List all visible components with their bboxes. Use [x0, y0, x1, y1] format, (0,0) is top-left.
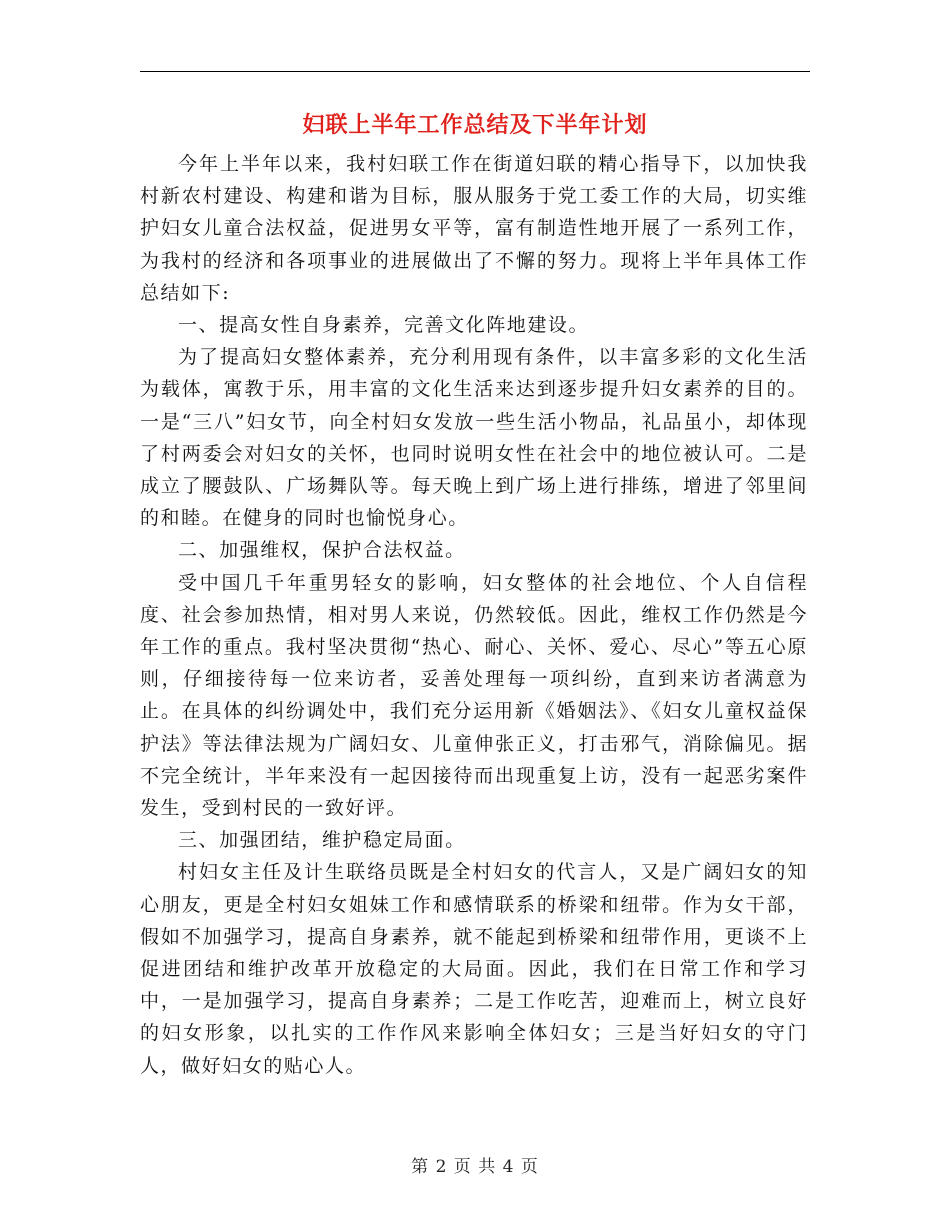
- section-heading-1: 一、提高女性自身素养，完善文化阵地建设。: [178, 314, 590, 337]
- section-3-paragraph: 村妇女主任及计生联络员既是全村妇女的代言人，又是广阔妇女的知心朋友，更是全村妇女姐妹工作和感情联系的桥梁和纽带。作为女干部，假如不加强学习，提高自身素养，就不能起到桥梁和纽带作用，更谈不上促进团结和维护改革开放稳定的大局面。因此，我们在日常工作和学习中，一是加强学习，提高自身素养；二是工作吃苦，迎难而上，树立良好的妇女形象，以扎实的工作作风来影响全体妇女；三是当好妇女的守门人，做好妇女的贴心人。: [140, 861, 808, 1077]
- section-2-paragraph: 受中国几千年重男轻女的影响，妇女整体的社会地位、个人自信程度、社会参加热情，相对男人来说，仍然较低。因此，维权工作仍然是今年工作的重点。我村坚决贯彻“热心、耐心、关怀、爱心、尽心”等五心原则，仔细接待每一位来访者，妥善处理每一项纠纷，直到来访者满意为止。在具体的纠纷调处中，我们充分运用新《婚姻法》、《妇女儿童权益保护法》等法律法规为广阔妇女、儿童伸张正义，打击邪气，消除偏见。据不完全统计，半年来没有一起因接待而出现重复上访，没有一起恶劣案件发生，受到村民的一致好评。: [140, 571, 808, 820]
- document-body: [140, 148, 808, 1082]
- document-title: 妇联上半年工作总结及下半年计划: [302, 113, 648, 138]
- intro-paragraph: 今年上半年以来，我村妇联工作在街道妇联的精心指导下，以加快我村新农村建设、构建和谐为目标，服从服务于党工委工作的大局，切实维护妇女儿童合法权益，促进男女平等，富有制造性地开展了一系列工作，为我村的经济和各项事业的进展做出了不懈的努力。现将上半年具体工作总结如下:: [140, 153, 808, 304]
- section-heading-2: 二、加强维权，保护合法权益。: [178, 539, 466, 562]
- section-heading-3: 三、加强团结，维护稳定局面。: [178, 829, 466, 852]
- section-1-paragraph: 为了提高妇女整体素养，充分利用现有条件，以丰富多彩的文化生活为载体，寓教于乐，用丰富的文化生活来达到逐步提升妇女素养的目的。一是“三八”妇女节，向全村妇女发放一些生活小物品，礼品虽小，却体现了村两委会对妇女的关怀，也同时说明女性在社会中的地位被认可。二是成立了腰鼓队、广场舞队等。每天晚上到广场上进行排练，增进了邻里间的和睦。在健身的同时也愉悦身心。: [140, 346, 808, 530]
- header-rule: [140, 71, 810, 72]
- page-number-footer: 第 2 页 共 4 页: [411, 1157, 539, 1177]
